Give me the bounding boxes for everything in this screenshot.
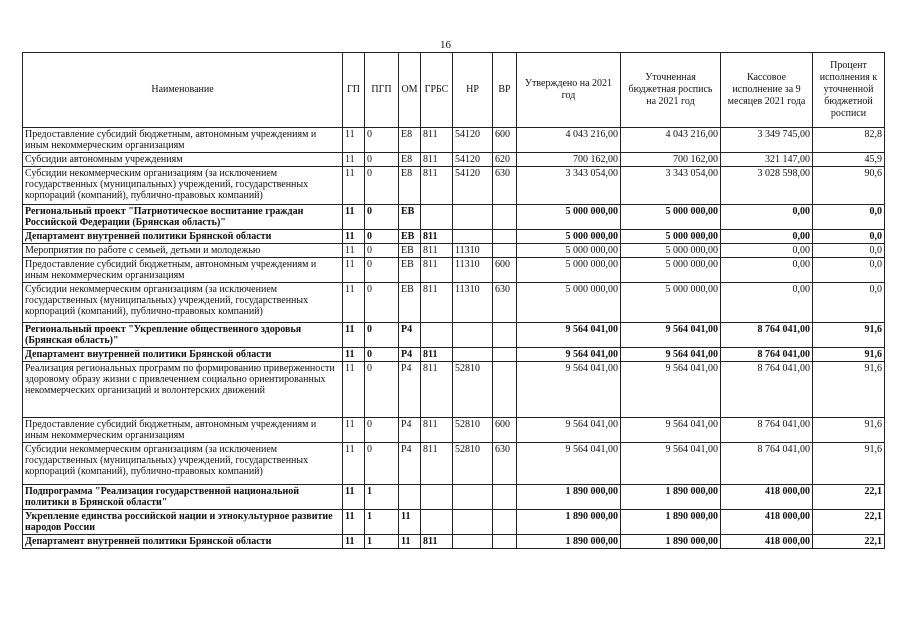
cell-om: EB — [399, 230, 421, 244]
table-row — [23, 418, 885, 443]
cell-refined: 5 000 000,00 — [621, 283, 721, 323]
cell-pgp: 0 — [365, 205, 399, 230]
cell-name: Реализация региональных программ по формированию приверженности здоровому образу жизни с привлечением социально ориентированных некоммерческих организаций и волонтерских движений — [23, 362, 343, 418]
cell-approved: 9 564 041,00 — [517, 323, 621, 348]
cell-cash: 8 764 041,00 — [721, 418, 813, 443]
cell-om: EB — [399, 244, 421, 258]
cell-gp: 11 — [343, 230, 365, 244]
cell-vr — [493, 535, 517, 549]
cell-cash: 321 147,00 — [721, 153, 813, 167]
cell-grbs: 811 — [421, 230, 453, 244]
cell-approved: 1 890 000,00 — [517, 510, 621, 535]
cell-percent: 91,6 — [813, 362, 885, 418]
cell-vr — [493, 244, 517, 258]
cell-name: Предоставление субсидий бюджетным, автономным учреждениям и иным некоммерческим организациям — [23, 418, 343, 443]
header-vr: ВР — [493, 53, 517, 128]
cell-refined: 1 890 000,00 — [621, 510, 721, 535]
cell-gp: 11 — [343, 443, 365, 485]
cell-cash: 0,00 — [721, 283, 813, 323]
cell-om: P4 — [399, 323, 421, 348]
cell-percent: 0,0 — [813, 205, 885, 230]
cell-grbs: 811 — [421, 258, 453, 283]
cell-np: 11310 — [453, 244, 493, 258]
cell-name: Субсидии некоммерческим организациям (за исключением государственных (муниципальных) учреждений, государственных корпораций (компаний), публично-правовых компаний) — [23, 167, 343, 205]
table-row — [23, 510, 885, 535]
cell-gp: 11 — [343, 418, 365, 443]
cell-cash: 3 028 598,00 — [721, 167, 813, 205]
cell-om: E8 — [399, 153, 421, 167]
cell-om: EB — [399, 258, 421, 283]
cell-grbs: 811 — [421, 244, 453, 258]
cell-grbs — [421, 510, 453, 535]
table-row — [23, 283, 885, 323]
cell-vr — [493, 323, 517, 348]
cell-cash: 3 349 745,00 — [721, 128, 813, 153]
cell-name: Субсидии некоммерческим организациям (за исключением государственных (муниципальных) учреждений, государственных корпораций (компаний), публично-правовых компаний) — [23, 443, 343, 485]
cell-percent: 82,8 — [813, 128, 885, 153]
cell-percent: 22,1 — [813, 510, 885, 535]
cell-om: P4 — [399, 443, 421, 485]
cell-gp: 11 — [343, 283, 365, 323]
cell-approved: 5 000 000,00 — [517, 258, 621, 283]
cell-pgp: 0 — [365, 167, 399, 205]
cell-np: 54120 — [453, 128, 493, 153]
cell-grbs — [421, 485, 453, 510]
cell-om: P4 — [399, 362, 421, 418]
cell-gp: 11 — [343, 258, 365, 283]
cell-grbs: 811 — [421, 443, 453, 485]
table-row — [23, 128, 885, 153]
cell-gp: 11 — [343, 535, 365, 549]
cell-grbs — [421, 205, 453, 230]
table-row — [23, 485, 885, 510]
cell-om: 11 — [399, 535, 421, 549]
cell-percent: 22,1 — [813, 485, 885, 510]
cell-vr — [493, 510, 517, 535]
table-row — [23, 323, 885, 348]
cell-refined: 9 564 041,00 — [621, 348, 721, 362]
cell-gp: 11 — [343, 510, 365, 535]
cell-approved: 5 000 000,00 — [517, 244, 621, 258]
table-row — [23, 348, 885, 362]
header-gp: ГП — [343, 53, 365, 128]
cell-approved: 1 890 000,00 — [517, 485, 621, 510]
header-grbs: ГРБС — [421, 53, 453, 128]
cell-refined: 1 890 000,00 — [621, 535, 721, 549]
cell-gp: 11 — [343, 244, 365, 258]
cell-gp: 11 — [343, 205, 365, 230]
cell-name: Департамент внутренней политики Брянской области — [23, 535, 343, 549]
cell-pgp: 0 — [365, 230, 399, 244]
header-approved: Утверждено на 2021 год — [517, 53, 621, 128]
cell-refined: 4 043 216,00 — [621, 128, 721, 153]
cell-cash: 8 764 041,00 — [721, 362, 813, 418]
header-percent: Процент исполнения к уточненной бюджетной росписи — [813, 53, 885, 128]
cell-gp: 11 — [343, 348, 365, 362]
cell-vr — [493, 205, 517, 230]
cell-pgp: 0 — [365, 418, 399, 443]
cell-gp: 11 — [343, 485, 365, 510]
cell-approved: 9 564 041,00 — [517, 362, 621, 418]
header-refined: Уточненная бюджетная роспись на 2021 год — [621, 53, 721, 128]
table-row — [23, 230, 885, 244]
cell-np — [453, 535, 493, 549]
cell-np — [453, 510, 493, 535]
table-row — [23, 244, 885, 258]
cell-np — [453, 323, 493, 348]
cell-vr: 630 — [493, 443, 517, 485]
cell-cash: 418 000,00 — [721, 485, 813, 510]
cell-name: Субсидии автономным учреждениям — [23, 153, 343, 167]
table-row — [23, 205, 885, 230]
cell-refined: 9 564 041,00 — [621, 362, 721, 418]
cell-percent: 0,0 — [813, 230, 885, 244]
cell-grbs: 811 — [421, 535, 453, 549]
cell-grbs: 811 — [421, 128, 453, 153]
cell-pgp: 0 — [365, 128, 399, 153]
budget-table — [22, 52, 885, 549]
cell-percent: 0,0 — [813, 244, 885, 258]
cell-cash: 418 000,00 — [721, 535, 813, 549]
cell-np — [453, 205, 493, 230]
cell-vr — [493, 362, 517, 418]
cell-refined: 5 000 000,00 — [621, 258, 721, 283]
cell-cash: 8 764 041,00 — [721, 443, 813, 485]
cell-om — [399, 485, 421, 510]
cell-pgp: 1 — [365, 535, 399, 549]
cell-grbs: 811 — [421, 153, 453, 167]
cell-cash: 8 764 041,00 — [721, 323, 813, 348]
cell-percent: 91,6 — [813, 418, 885, 443]
cell-approved: 4 043 216,00 — [517, 128, 621, 153]
cell-om: E8 — [399, 167, 421, 205]
cell-pgp: 0 — [365, 443, 399, 485]
cell-np — [453, 485, 493, 510]
cell-refined: 3 343 054,00 — [621, 167, 721, 205]
cell-np: 52810 — [453, 443, 493, 485]
cell-name: Предоставление субсидий бюджетным, автономным учреждениям и иным некоммерческим организациям — [23, 128, 343, 153]
cell-np: 54120 — [453, 153, 493, 167]
cell-grbs: 811 — [421, 418, 453, 443]
table-row — [23, 362, 885, 418]
cell-grbs: 811 — [421, 283, 453, 323]
cell-refined: 9 564 041,00 — [621, 443, 721, 485]
cell-approved: 700 162,00 — [517, 153, 621, 167]
cell-np: 52810 — [453, 418, 493, 443]
cell-vr: 620 — [493, 153, 517, 167]
cell-vr: 600 — [493, 128, 517, 153]
cell-np — [453, 348, 493, 362]
cell-om: EB — [399, 283, 421, 323]
cell-refined: 1 890 000,00 — [621, 485, 721, 510]
cell-approved: 1 890 000,00 — [517, 535, 621, 549]
cell-approved: 5 000 000,00 — [517, 230, 621, 244]
table-row — [23, 153, 885, 167]
cell-refined: 5 000 000,00 — [621, 244, 721, 258]
cell-cash: 0,00 — [721, 205, 813, 230]
cell-pgp: 0 — [365, 258, 399, 283]
cell-percent: 91,6 — [813, 443, 885, 485]
cell-approved: 5 000 000,00 — [517, 205, 621, 230]
cell-gp: 11 — [343, 167, 365, 205]
cell-om: P4 — [399, 418, 421, 443]
cell-vr — [493, 348, 517, 362]
cell-refined: 5 000 000,00 — [621, 205, 721, 230]
cell-om: E8 — [399, 128, 421, 153]
cell-pgp: 0 — [365, 348, 399, 362]
cell-vr: 600 — [493, 258, 517, 283]
cell-cash: 0,00 — [721, 230, 813, 244]
cell-vr: 600 — [493, 418, 517, 443]
cell-gp: 11 — [343, 153, 365, 167]
header-np: НР — [453, 53, 493, 128]
cell-np: 54120 — [453, 167, 493, 205]
cell-refined: 5 000 000,00 — [621, 230, 721, 244]
cell-refined: 9 564 041,00 — [621, 323, 721, 348]
cell-name: Департамент внутренней политики Брянской области — [23, 348, 343, 362]
cell-pgp: 0 — [365, 153, 399, 167]
cell-approved: 9 564 041,00 — [517, 418, 621, 443]
cell-grbs: 811 — [421, 167, 453, 205]
cell-name: Предоставление субсидий бюджетным, автономным учреждениям и иным некоммерческим организациям — [23, 258, 343, 283]
cell-approved: 5 000 000,00 — [517, 283, 621, 323]
header-name: Наименование — [23, 53, 343, 128]
cell-cash: 0,00 — [721, 258, 813, 283]
cell-approved: 3 343 054,00 — [517, 167, 621, 205]
cell-om: 11 — [399, 510, 421, 535]
cell-pgp: 0 — [365, 244, 399, 258]
cell-om: P4 — [399, 348, 421, 362]
cell-np: 11310 — [453, 283, 493, 323]
cell-name: Департамент внутренней политики Брянской области — [23, 230, 343, 244]
cell-name: Подпрограмма "Реализация государственной национальной политики в Брянской области" — [23, 485, 343, 510]
cell-cash: 0,00 — [721, 244, 813, 258]
cell-name: Субсидии некоммерческим организациям (за исключением государственных (муниципальных) учреждений, государственных корпораций (компаний), публично-правовых компаний) — [23, 283, 343, 323]
cell-vr — [493, 485, 517, 510]
cell-percent: 0,0 — [813, 283, 885, 323]
cell-approved: 9 564 041,00 — [517, 348, 621, 362]
cell-np: 11310 — [453, 258, 493, 283]
cell-name: Региональный проект "Укрепление общественного здоровья (Брянская область)" — [23, 323, 343, 348]
cell-percent: 0,0 — [813, 258, 885, 283]
header-pgp: ПГП — [365, 53, 399, 128]
cell-name: Региональный проект "Патриотическое воспитание граждан Российской Федерации (Брянская область)" — [23, 205, 343, 230]
table-row — [23, 535, 885, 549]
cell-cash: 418 000,00 — [721, 510, 813, 535]
cell-percent: 91,6 — [813, 348, 885, 362]
cell-percent: 90,6 — [813, 167, 885, 205]
table-row — [23, 258, 885, 283]
cell-cash: 8 764 041,00 — [721, 348, 813, 362]
cell-percent: 91,6 — [813, 323, 885, 348]
cell-gp: 11 — [343, 323, 365, 348]
cell-percent: 45,9 — [813, 153, 885, 167]
cell-om: EB — [399, 205, 421, 230]
table-row — [23, 167, 885, 205]
table-row — [23, 443, 885, 485]
cell-refined: 9 564 041,00 — [621, 418, 721, 443]
cell-vr: 630 — [493, 167, 517, 205]
cell-gp: 11 — [343, 362, 365, 418]
cell-pgp: 1 — [365, 510, 399, 535]
cell-pgp: 0 — [365, 362, 399, 418]
cell-vr: 630 — [493, 283, 517, 323]
cell-pgp: 0 — [365, 323, 399, 348]
cell-pgp: 0 — [365, 283, 399, 323]
cell-refined: 700 162,00 — [621, 153, 721, 167]
header-row — [23, 53, 885, 128]
cell-grbs: 811 — [421, 362, 453, 418]
cell-grbs — [421, 323, 453, 348]
cell-approved: 9 564 041,00 — [517, 443, 621, 485]
cell-name: Мероприятия по работе с семьей, детьми и молодежью — [23, 244, 343, 258]
cell-gp: 11 — [343, 128, 365, 153]
page-number: 16 — [440, 39, 451, 51]
cell-percent: 22,1 — [813, 535, 885, 549]
table-body — [23, 128, 885, 549]
cell-name: Укрепление единства российской нации и этнокультурное развитие народов России — [23, 510, 343, 535]
header-om: ОМ — [399, 53, 421, 128]
header-cash: Кассовое исполнение за 9 месяцев 2021 года — [721, 53, 813, 128]
cell-pgp: 1 — [365, 485, 399, 510]
cell-grbs: 811 — [421, 348, 453, 362]
cell-np: 52810 — [453, 362, 493, 418]
cell-np — [453, 230, 493, 244]
cell-vr — [493, 230, 517, 244]
